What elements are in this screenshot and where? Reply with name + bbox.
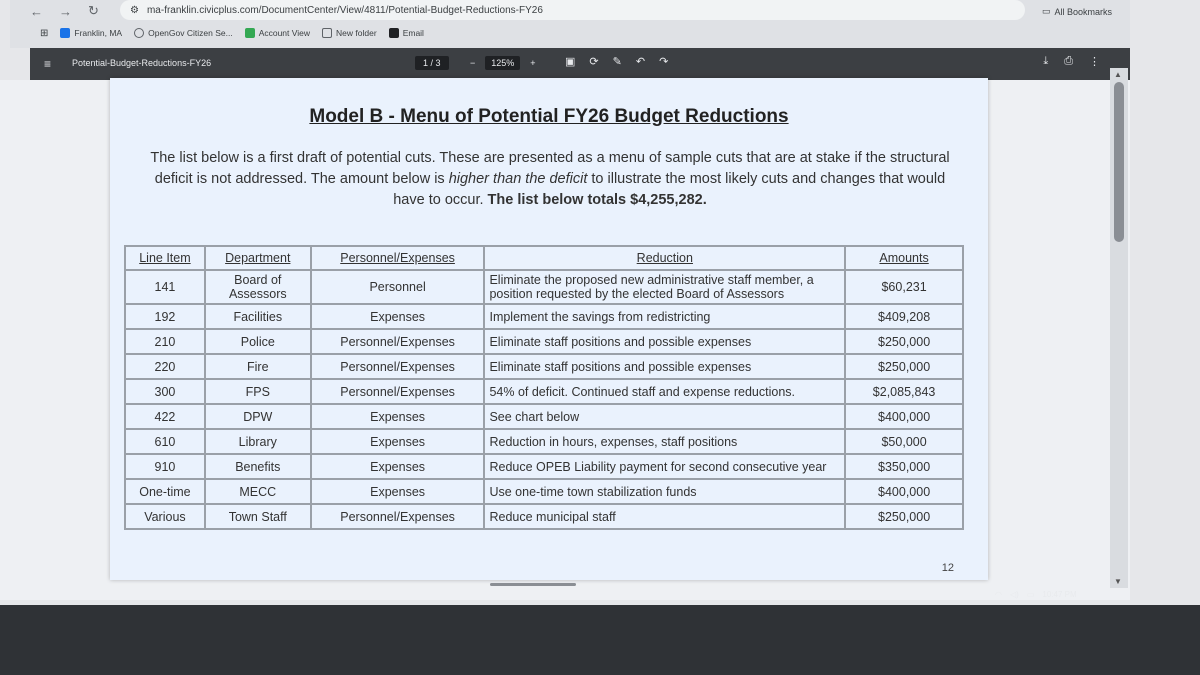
site-info-icon[interactable]: ⚙ xyxy=(130,4,139,16)
email-favicon-icon xyxy=(389,28,399,38)
intro-total: The list below totals $4,255,282. xyxy=(487,192,707,208)
cell-line-item: 192 xyxy=(125,304,205,329)
cell-department: Benefits xyxy=(205,454,311,479)
cell-type: Expenses xyxy=(311,404,485,429)
cell-type: Expenses xyxy=(311,454,485,479)
cell-department: Fire xyxy=(205,354,311,379)
download-icon[interactable]: ⤓ xyxy=(1043,55,1049,67)
vertical-scrollbar[interactable] xyxy=(1110,68,1128,588)
cell-amount: $400,000 xyxy=(845,479,963,504)
opengov-favicon-icon xyxy=(134,28,144,38)
bookmark-label: Email xyxy=(402,28,424,38)
table-row xyxy=(125,404,963,429)
cell-line-item: 141 xyxy=(125,270,205,304)
zoom-in-button[interactable]: + xyxy=(530,58,536,68)
cell-type: Personnel/Expenses xyxy=(311,329,485,354)
table-row xyxy=(125,479,963,504)
cell-reduction: Implement the savings from redistricting xyxy=(484,304,845,329)
header-amounts: Amounts xyxy=(845,246,963,270)
table-row xyxy=(125,329,963,354)
cell-line-item: 210 xyxy=(125,329,205,354)
all-bookmarks-label: All Bookmarks xyxy=(1054,6,1112,17)
cell-reduction: 54% of deficit. Continued staff and expense reductions. xyxy=(484,379,845,404)
header-department: Department xyxy=(205,246,311,270)
page-divider xyxy=(490,583,576,586)
pdf-page xyxy=(110,78,988,580)
intro-paragraph xyxy=(150,148,950,211)
menu-icon[interactable]: ≡ xyxy=(44,57,52,71)
rotate-icon[interactable]: ⟳ xyxy=(589,56,599,68)
cell-department: Board of Assessors xyxy=(205,270,311,304)
cell-type: Expenses xyxy=(311,304,485,329)
cell-department: Police xyxy=(205,329,311,354)
table-row xyxy=(125,304,963,329)
cell-line-item: 422 xyxy=(125,404,205,429)
fit-page-icon[interactable]: ▣ xyxy=(565,56,576,68)
cell-reduction: Reduce OPEB Liability payment for second consecutive year xyxy=(484,454,845,479)
cell-amount: $2,085,843 xyxy=(845,379,963,404)
address-bar[interactable] xyxy=(120,0,1025,20)
header-reduction: Reduction xyxy=(484,246,845,270)
scroll-up-arrow-icon[interactable]: ▲ xyxy=(1114,70,1122,79)
bookmark-opengov[interactable] xyxy=(134,28,233,38)
header-personnel-expenses: Personnel/Expenses xyxy=(311,246,485,270)
cell-department: DPW xyxy=(205,404,311,429)
bookmark-new-folder[interactable] xyxy=(322,28,377,38)
cell-amount: $409,208 xyxy=(845,304,963,329)
cell-reduction: Eliminate staff positions and possible expenses xyxy=(484,329,845,354)
bookmark-account-view[interactable] xyxy=(245,28,310,38)
redo-icon[interactable]: ↷ xyxy=(659,56,669,68)
bookmark-label: OpenGov Citizen Se... xyxy=(148,28,233,38)
url-text: ma-franklin.civicplus.com/DocumentCenter/View/4811/Potential-Budget-Reductions-FY26 xyxy=(146,4,543,16)
header-line-item: Line Item xyxy=(125,246,205,270)
cell-department: MECC xyxy=(205,479,311,504)
cell-reduction: Eliminate the proposed new administrative staff member, a position requested by the elected Board of Assessors xyxy=(484,270,845,304)
table-row xyxy=(125,429,963,454)
folder-icon xyxy=(322,28,332,38)
zoom-out-button[interactable]: − xyxy=(470,58,476,68)
reload-icon[interactable]: ↻ xyxy=(88,3,99,18)
cell-line-item: 610 xyxy=(125,429,205,454)
cell-amount: $250,000 xyxy=(845,504,963,529)
wifi-icon[interactable]: ◠ xyxy=(995,590,1002,599)
cell-line-item: One-time xyxy=(125,479,205,504)
apps-grid-icon[interactable]: ⊞ xyxy=(40,27,49,39)
cell-amount: $60,231 xyxy=(845,270,963,304)
pdf-actions xyxy=(1043,55,1100,68)
table-row xyxy=(125,504,963,529)
clock[interactable]: 10:47 PM xyxy=(1042,590,1077,599)
cell-type: Personnel/Expenses xyxy=(311,504,485,529)
table-header-row xyxy=(125,246,963,270)
volume-icon[interactable]: ◁) xyxy=(1009,590,1019,599)
undo-icon[interactable]: ↶ xyxy=(635,56,646,68)
cell-type: Personnel/Expenses xyxy=(311,354,485,379)
cell-reduction: Eliminate staff positions and possible expenses xyxy=(484,354,845,379)
intro-text: The list below is a first draft of potential cuts. These are presented as a menu of sample cuts that are at stake if the structural deficit is not addressed. The amount below is xyxy=(150,150,950,187)
bookmark-label: Franklin, MA xyxy=(74,28,123,38)
scroll-down-arrow-icon[interactable]: ▼ xyxy=(1114,577,1122,586)
bookmark-franklin[interactable] xyxy=(60,28,122,38)
page-number: 12 xyxy=(941,562,954,574)
cell-type: Expenses xyxy=(311,429,485,454)
back-arrow-icon[interactable]: ← xyxy=(30,3,43,19)
cell-type: Personnel/Expenses xyxy=(311,379,485,404)
cell-amount: $250,000 xyxy=(845,329,963,354)
cell-line-item: Various xyxy=(125,504,205,529)
pdf-tools xyxy=(565,55,668,68)
cell-type: Personnel xyxy=(311,270,485,304)
cell-amount: $350,000 xyxy=(845,454,963,479)
intro-emphasis: higher than the deficit xyxy=(448,171,588,187)
bookmark-label: New folder xyxy=(336,28,377,38)
cell-reduction: Use one-time town stabilization funds xyxy=(484,479,845,504)
pdf-toolbar xyxy=(30,48,1130,80)
intro-text: to illustrate the most likely cuts and changes that would have to occur. xyxy=(393,171,946,208)
table-row xyxy=(125,454,963,479)
document-title: Model B - Menu of Potential FY26 Budget Reductions xyxy=(309,106,789,127)
forward-arrow-icon[interactable]: → xyxy=(59,3,72,19)
table-row xyxy=(125,379,963,404)
cell-department: Town Staff xyxy=(205,504,311,529)
cell-reduction: Reduce municipal staff xyxy=(484,504,845,529)
cell-amount: $50,000 xyxy=(845,429,963,454)
folder-icon: ▭ xyxy=(1041,6,1051,16)
cell-amount: $250,000 xyxy=(845,354,963,379)
browser-chrome xyxy=(10,0,1130,48)
bookmark-label: Account View xyxy=(258,28,311,38)
bookmarks-bar xyxy=(40,24,424,42)
table-row xyxy=(125,354,963,379)
print-icon[interactable]: ⎙ xyxy=(1064,55,1073,67)
account-favicon-icon xyxy=(245,28,255,38)
cell-department: FPS xyxy=(205,379,311,404)
cell-reduction: See chart below xyxy=(484,404,845,429)
nav-buttons xyxy=(30,0,99,22)
bookmark-email[interactable] xyxy=(389,28,424,38)
more-options-icon[interactable]: ⋮ xyxy=(1089,56,1100,68)
scroll-thumb[interactable] xyxy=(1114,82,1124,242)
cell-department: Library xyxy=(205,429,311,454)
pdf-title: Potential-Budget-Reductions-FY26 xyxy=(72,58,212,68)
cell-line-item: 300 xyxy=(125,379,205,404)
cell-type: Expenses xyxy=(311,479,485,504)
zoom-controls xyxy=(470,56,536,70)
all-bookmarks-button[interactable] xyxy=(1042,6,1112,17)
cell-department: Facilities xyxy=(205,304,311,329)
cell-reduction: Reduction in hours, expenses, staff positions xyxy=(484,429,845,454)
franklin-favicon-icon xyxy=(60,28,70,38)
annotate-icon[interactable]: ✎ xyxy=(612,56,622,68)
page-indicator[interactable]: 1 / 3 xyxy=(415,56,449,70)
cell-amount: $400,000 xyxy=(845,404,963,429)
screen-bezel xyxy=(0,605,1200,675)
cell-line-item: 220 xyxy=(125,354,205,379)
budget-table xyxy=(124,245,964,530)
cell-line-item: 910 xyxy=(125,454,205,479)
zoom-level[interactable]: 125% xyxy=(485,56,520,70)
system-tray xyxy=(995,590,1077,599)
table-row xyxy=(125,270,963,304)
battery-icon[interactable]: ▭ xyxy=(1026,590,1035,599)
